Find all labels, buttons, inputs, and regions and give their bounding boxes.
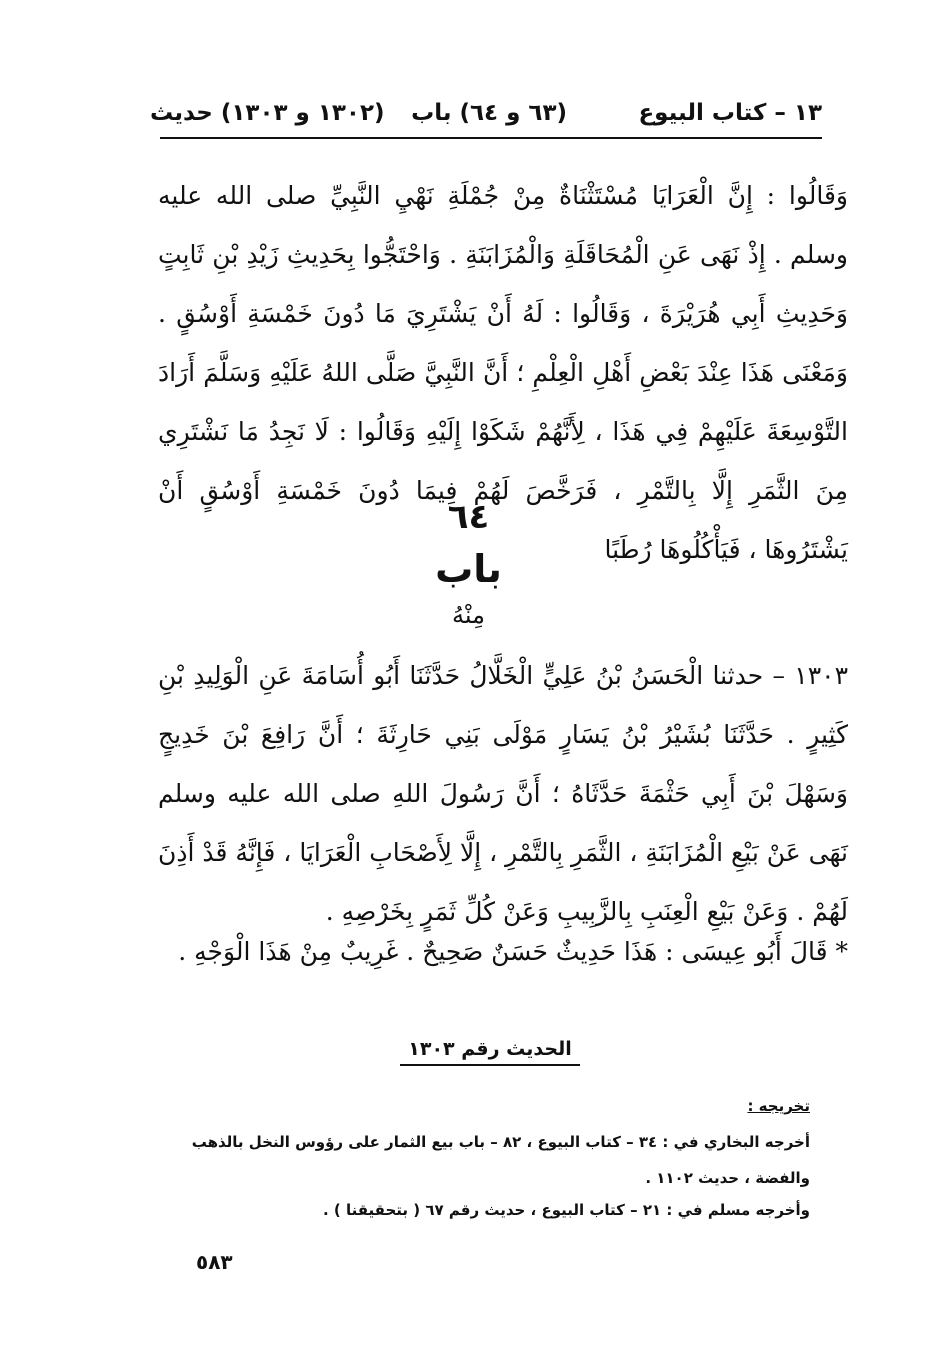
paragraph-abu-isa-comment: * قَالَ أَبُو عِيسَى : هَذَا حَدِيثٌ حَسَنٌ صَحِيحٌ . غَرِيبٌ مِنْ هَذَا الْوَجْهِ . bbox=[178, 937, 848, 966]
header-rule bbox=[160, 137, 822, 139]
chapter-title: باب bbox=[435, 547, 502, 591]
running-head-hadith: (١٣٠٢ و ١٣٠٣) حديث bbox=[150, 100, 385, 126]
running-head-bab: (٦٣ و ٦٤) باب bbox=[411, 100, 567, 126]
running-head-book: ١٣ – كتاب البيوع bbox=[638, 100, 822, 126]
footnote-heading: الحديث رقم ١٣٠٣ bbox=[400, 1038, 580, 1066]
chapter-number: ٦٤ bbox=[447, 497, 490, 537]
running-head bbox=[150, 96, 822, 136]
page-number: ٥٨٣ bbox=[196, 1250, 233, 1274]
footnote-muslim: وأخرجه مسلم في : ٢١ – كتاب البيوع ، حديث رقم ٦٧ ( بتحقيقنا ) . bbox=[323, 1201, 810, 1219]
paragraph-commentary: وَقَالُوا : إِنَّ الْعَرَايَا مُسْتَثْنَاةٌ مِنْ جُمْلَةِ نَهْيِ النَّبِيِّ صلى الله عليه وسلم . إِذْ نَهَى عَنِ الْمُحَاقَلَةِ وَالْمُزَابَنَةِ . وَاحْتَجُّوا بِحَدِيثِ زَيْدِ بْنِ ثَابِتٍ وَحَدِيثِ أَبِي هُرَيْرَةَ ، وَقَالُوا : لَهُ أَنْ يَشْتَرِيَ مَا دُونَ خَمْسَةِ أَوْسُقٍ . وَمَعْنَى هَذَا عِنْدَ بَعْضِ أَهْلِ الْعِلْمِ ؛ أَنَّ النَّبِيَّ صَلَّى اللهُ عَلَيْهِ وَسَلَّمَ أَرَادَ التَّوْسِعَةَ عَلَيْهِمْ فِي هَذَا ، لِأَنَّهُمْ شَكَوْا إِلَيْهِ وَقَالُوا : لَا نَجِدُ مَا نَشْتَرِي مِنَ الثَّمَرِ إِلَّا بِالتَّمْرِ ، فَرَخَّصَ لَهُمْ فِيمَا دُونَ خَمْسَةِ أَوْسُقٍ أَنْ يَشْتَرُوهَا ، فَيَأْكُلُوهَا رُطَبًا bbox=[158, 181, 849, 564]
footnote-bukhari: أخرجه البخاري في : ٣٤ – كتاب البيوع ، ٨٢ – باب بيع الثمار على رؤوس النخل بالذهب والفضة ، حديث ١١٠٢ . bbox=[191, 1133, 810, 1187]
paragraph-hadith-1303: ١٣٠٣ – حدثنا الْحَسَنُ بْنُ عَلِيٍّ الْخَلَّالُ حَدَّثَنَا أَبُو أُسَامَةَ عَنِ الْوَلِيدِ بْنِ كَثِيرٍ . حَدَّثَنَا بُشَيْرُ بْنُ يَسَارٍ مَوْلَى بَنِي حَارِثَةَ ؛ أَنَّ رَافِعَ بْنَ خَدِيجٍ وَسَهْلَ بْنَ أَبِي حَثْمَةَ حَدَّثَاهُ ؛ أَنَّ رَسُولَ اللهِ صلى الله عليه وسلم نَهَى عَنْ بَيْعِ الْمُزَابَنَةِ ، الثَّمَرِ بِالتَّمْرِ ، إِلَّا لِأَصْحَابِ الْعَرَايَا ، فَإِنَّهُ قَدْ أَذِنَ لَهُمْ . وَعَنْ بَيْعِ الْعِنَبِ بِالزَّبِيبِ وَعَنْ كُلِّ ثَمَرٍ بِخَرْصِهِ . bbox=[158, 661, 848, 926]
footnote-label: تخريجه : bbox=[747, 1097, 810, 1115]
chapter-subtitle: مِنْهُ bbox=[452, 601, 485, 629]
